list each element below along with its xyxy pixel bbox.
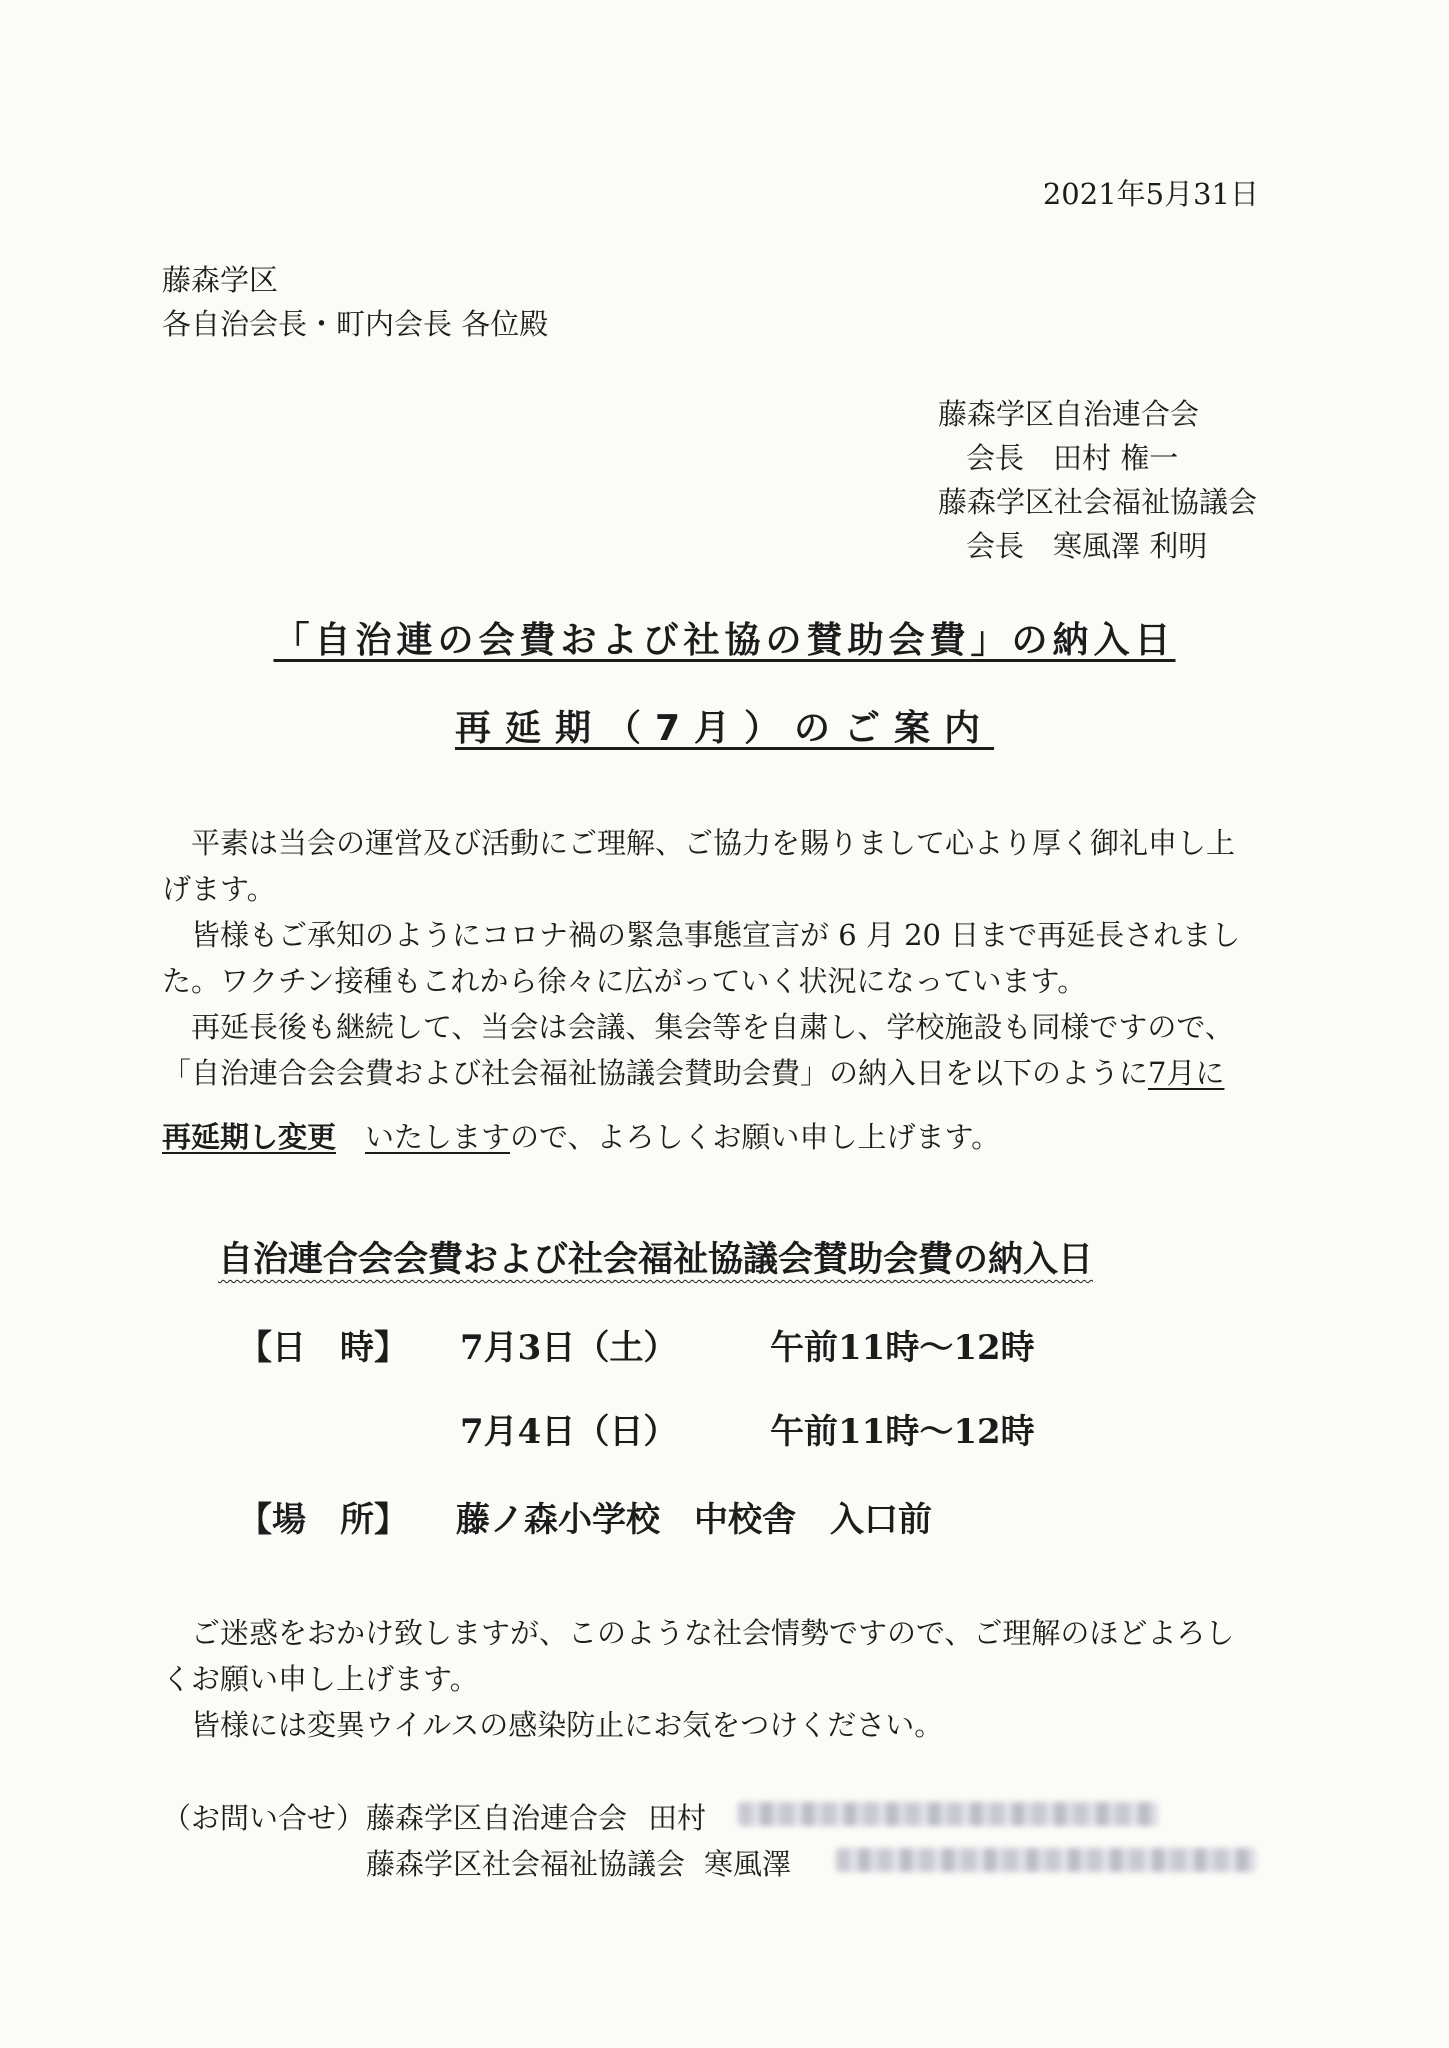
recipient-district: 藤森学区: [162, 263, 279, 297]
body-paragraph-2: 皆様もご承知のようにコロナ禍の緊急事態宣言が 6 月 20 日まで再延長されました。ワクチン接種もこれから徐々に広がっていく状況になっています。: [162, 918, 1241, 998]
sender-org-1: 藤森学区自治連合会: [938, 397, 1200, 431]
body-paragraph-5-text: ので、よろしくお願い申し上げます。: [510, 1120, 1001, 1154]
contact-name-2: 寒風澤: [704, 1847, 792, 1881]
closing-paragraph-2: 皆様には変異ウイルスの感染防止にお気をつけください。: [191, 1708, 944, 1742]
sender-rep-1: 会長 田村 権一: [966, 441, 1179, 475]
recipient-addressees: 各自治会長・町内会長 各位殿: [162, 307, 549, 341]
document-date: 2021年5月31日: [1042, 177, 1259, 211]
body-highlight-postpone: 再延期し変更: [162, 1120, 337, 1154]
place-label: 【場 所】: [238, 1500, 408, 1540]
body-text: [162, 820, 1254, 1160]
day2-time: 午前11時～12時: [770, 1412, 1035, 1452]
body-highlight-july: 7月に: [1148, 1056, 1225, 1090]
body-paragraph-4-text: 「自治連合会会費および社会福祉協議会賛助会費」の納入日を以下のように: [162, 1056, 1149, 1090]
day1-date: 7月3日（土）: [460, 1328, 678, 1368]
schedule-heading: 自治連合会会費および社会福祉協議会賛助会費の納入日: [218, 1240, 1094, 1280]
contact-name-1: 田村: [648, 1801, 707, 1835]
title-line-1-text: 「自治連の会費および社協の賛助会費」の納入日: [273, 620, 1176, 661]
closing-text: [162, 1610, 1254, 1748]
redacted-phone-2: [836, 1848, 1256, 1872]
body-paragraph-4: [162, 1050, 1254, 1096]
place-value: 藤ノ森小学校 中校舎 入口前: [456, 1500, 932, 1540]
title-line-2: [0, 700, 1449, 751]
body-paragraph-5: [162, 1114, 1254, 1160]
body-paragraph-1: 平素は当会の運営及び活動にご理解、ご協力を賜りまして心より厚く御礼申し上げます。: [162, 826, 1236, 906]
contact-org-1: 藤森学区自治連合会: [366, 1801, 628, 1835]
title-line-2-text: 再延期（7月）のご案内: [454, 708, 995, 749]
redacted-phone-1: [738, 1802, 1158, 1826]
contact-label: （お問い合せ）: [162, 1801, 366, 1835]
body-highlight-will-do: いたします: [365, 1120, 511, 1154]
closing-paragraph-1: ご迷惑をおかけ致しますが、このような社会情勢ですので、ご理解のほどよろしくお願い申し上げます。: [162, 1616, 1235, 1696]
body-paragraph-3: 再延長後も継続して、当会は会議、集会等を自粛し、学校施設も同様ですので、: [191, 1010, 1234, 1044]
day2-date: 7月4日（日）: [460, 1412, 678, 1452]
contact-org-2: 藤森学区社会福祉協議会: [366, 1847, 686, 1881]
title-line-1: [0, 612, 1449, 663]
day1-time: 午前11時～12時: [770, 1328, 1035, 1368]
sender-org-2: 藤森学区社会福祉協議会: [938, 485, 1258, 519]
datetime-label: 【日 時】: [238, 1328, 408, 1368]
sender-rep-2: 会長 寒風澤 利明: [966, 529, 1208, 563]
